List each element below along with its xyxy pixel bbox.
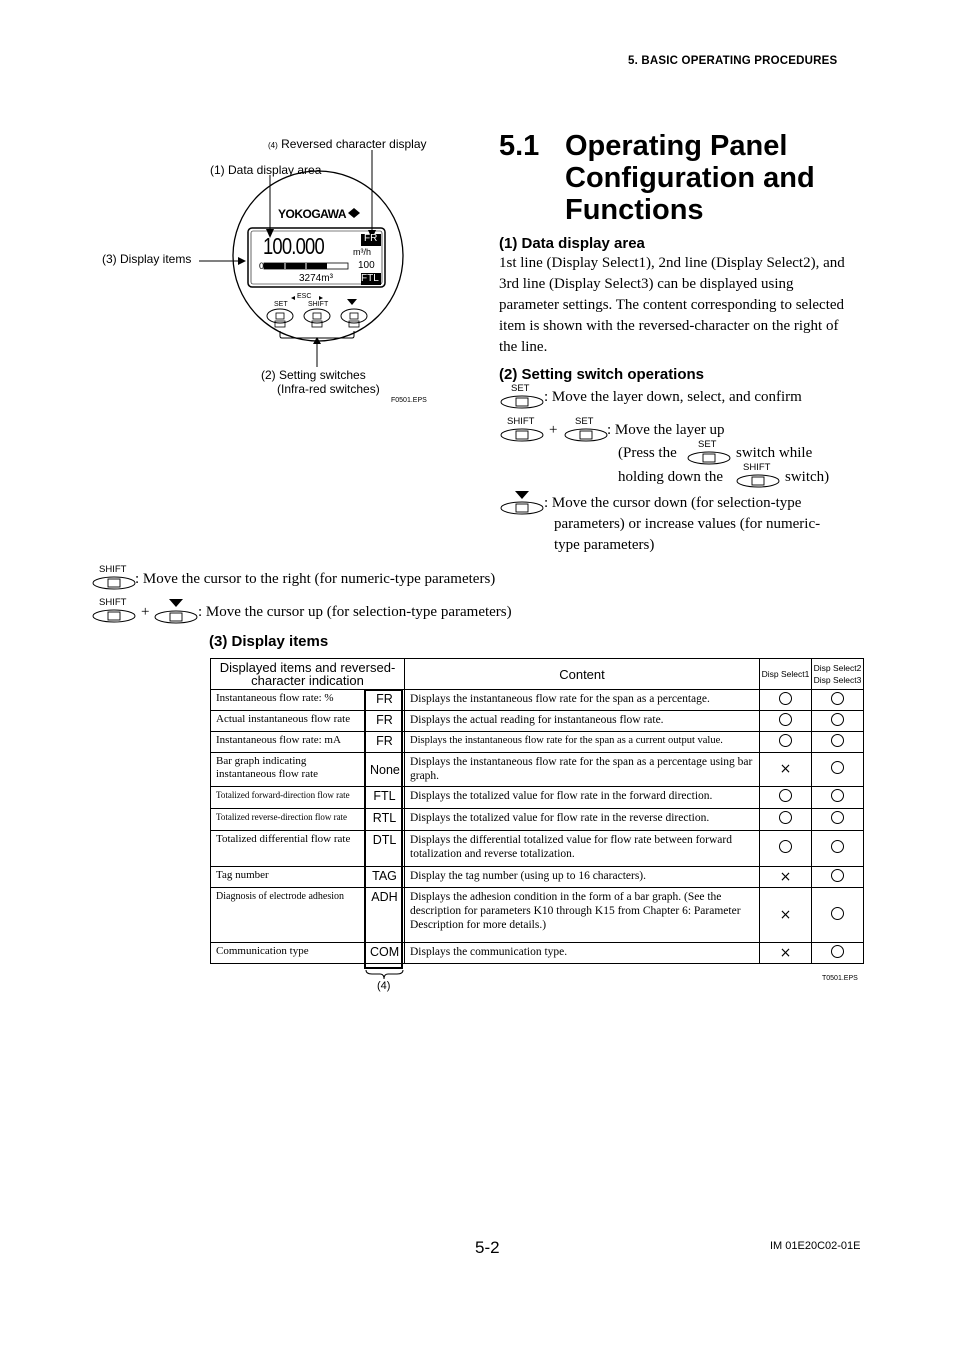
ds1-mark <box>760 690 812 711</box>
cross-mark-icon: × <box>779 944 792 961</box>
shift-switch-icon: SHIFT <box>91 566 137 595</box>
ds23-mark <box>812 809 864 831</box>
item-content: Displays the communication type. <box>405 943 760 964</box>
item-content: Display the tag number (using up to 16 characters). <box>405 867 760 888</box>
item-code: DTL <box>365 831 405 867</box>
op-shift-set-press: (Press the <box>618 445 677 461</box>
table-eps: T0501.EPS <box>822 975 858 982</box>
op-down-text-1: : Move the cursor down (for selection-type <box>544 495 802 511</box>
set-switch-icon: SET <box>686 441 732 470</box>
table-row <box>211 711 864 732</box>
item-name: Instantaneous flow rate: % <box>211 690 365 711</box>
item-content: Displays the adhesion condition in the form of a bar graph. (See the description for parameters K10 through K15 from Chapter 6: Parameter Description for more details.) <box>405 888 760 943</box>
table-row <box>211 809 864 831</box>
table-row <box>211 690 864 711</box>
circle-mark-icon <box>779 811 792 824</box>
item-name: Instantaneous flow rate: mA <box>211 732 365 753</box>
table-row <box>211 753 864 787</box>
col-header-ds23: Disp Select2 Disp Select3 <box>812 659 864 690</box>
label-data-area: (1) Data display area <box>210 163 322 177</box>
table-row <box>211 831 864 867</box>
ds23-mark <box>812 787 864 809</box>
circle-mark-icon <box>779 692 792 705</box>
cross-mark-icon: × <box>779 906 792 923</box>
key-shift-label: SHIFT <box>308 301 329 308</box>
key-esc-label: ESC <box>297 293 312 300</box>
op-set-text: : Move the layer down, select, and confirm <box>544 389 802 405</box>
page-number: 5-2 <box>475 1238 500 1257</box>
item-name: Totalized forward-direction flow rate <box>211 787 365 809</box>
brand-logo: YOKOGAWA <box>278 207 347 221</box>
label-reversed-display: (4) Reversed character display <box>268 137 427 151</box>
op-shift-text: : Move the cursor to the right (for numeric-type parameters) <box>135 571 496 587</box>
item-code: TAG <box>365 867 405 888</box>
table-row <box>211 943 864 964</box>
item-content: Displays the totalized value for flow rate in the reverse direction. <box>405 809 760 831</box>
ds1-mark <box>760 809 812 831</box>
down-key[interactable] <box>341 309 367 327</box>
op-down-text-3: type parameters) <box>554 537 655 553</box>
brace-label: (4) <box>377 980 391 992</box>
down-arrow-icon <box>347 299 357 305</box>
item-content: Displays the actual reading for instantaneous flow rate. <box>405 711 760 732</box>
ds23-mark <box>812 732 864 753</box>
op-down-text-2: parameters) or increase values (for numeric- <box>554 516 821 532</box>
circle-mark-icon <box>831 761 844 774</box>
circle-mark-icon <box>779 734 792 747</box>
circle-mark-icon <box>831 840 844 853</box>
op-shift-down-text: : Move the cursor up (for selection-type parameters) <box>198 604 512 620</box>
col-header-ds1: Disp Select1 <box>760 659 812 690</box>
down-switch-icon <box>499 490 545 521</box>
item-name: Bar graph indicating instantaneous flow rate <box>211 753 365 787</box>
doc-id: IM 01E20C02-01E <box>770 1240 861 1252</box>
item-content: Displays the totalized value for flow rate in the forward direction. <box>405 787 760 809</box>
ds1-mark <box>760 943 812 964</box>
item-content: Displays the differential totalized value for flow rate between forward totalization and reverse totalization. <box>405 831 760 867</box>
ds1-mark <box>760 732 812 753</box>
operating-panel-figure <box>95 130 455 410</box>
ds23-mark <box>812 831 864 867</box>
op-shift-set-text: : Move the layer up <box>607 422 725 438</box>
circle-mark-icon <box>779 713 792 726</box>
item-code: COM <box>365 943 405 964</box>
section-heading: 5.1 Operating Panel Configuration and Functions <box>499 130 815 226</box>
running-head: 5. BASIC OPERATING PROCEDURES <box>628 55 838 67</box>
ds23-mark <box>812 711 864 732</box>
ds1-mark <box>760 888 812 943</box>
circle-mark-icon <box>831 869 844 882</box>
circle-mark-icon <box>831 811 844 824</box>
circle-mark-icon <box>831 713 844 726</box>
item-name: Actual instantaneous flow rate <box>211 711 365 732</box>
op-shift-set-switch: switch) <box>785 469 830 485</box>
item-name: Totalized reverse-direction flow rate <box>211 809 365 831</box>
circle-mark-icon <box>831 734 844 747</box>
ds23-mark <box>812 867 864 888</box>
down-switch-icon <box>153 597 199 630</box>
label-switches: (2) Setting switches (Infra-red switches) <box>261 368 380 396</box>
item-name: Tag number <box>211 867 365 888</box>
cross-mark-icon: × <box>779 761 792 777</box>
item-name: Diagnosis of electrode adhesion <box>211 888 365 943</box>
display-items-table <box>210 658 864 964</box>
display-items-heading: (3) Display items <box>209 633 329 650</box>
lcd-hundred: 100 <box>358 260 375 271</box>
circle-mark-icon <box>779 840 792 853</box>
switch-ops-heading: (2) Setting switch operations <box>499 366 705 383</box>
brand-diamond-icon <box>348 208 360 218</box>
shift-switch-icon: SHIFT <box>735 464 781 493</box>
ds1-mark <box>760 787 812 809</box>
item-code: RTL <box>365 809 405 831</box>
circle-mark-icon <box>831 945 844 958</box>
lcd-unit: m³/h <box>353 247 371 257</box>
item-name: Communication type <box>211 943 365 964</box>
ds1-mark <box>760 753 812 787</box>
item-code: FTL <box>365 787 405 809</box>
cross-mark-icon: × <box>779 868 792 885</box>
item-content: Displays the instantaneous flow rate for the span as a current output value. <box>405 732 760 753</box>
data-display-text: 1st line (Display Select1), 2nd line (Display Select2), and 3rd line (Display Select3) can be displayed using parameter settings. The content corresponding to selected item is shown with the reversed-character on the right of the line. <box>499 255 845 355</box>
item-code: FR <box>365 732 405 753</box>
set-switch-icon: SET <box>563 418 609 447</box>
label-display-items: (3) Display items <box>102 252 192 266</box>
table-row <box>211 888 864 943</box>
item-name: Totalized differential flow rate <box>211 831 365 867</box>
shift-switch-icon: SHIFT <box>499 418 545 447</box>
lcd-value: 100.000 <box>263 233 324 259</box>
lcd-zero: 0 <box>259 261 265 271</box>
set-switch-icon: SET <box>499 385 545 414</box>
item-code: ADH <box>365 888 405 943</box>
plus-sign: + <box>141 604 150 620</box>
data-display-heading: (1) Data display area <box>499 235 645 252</box>
ds1-mark <box>760 831 812 867</box>
ds23-mark <box>812 943 864 964</box>
figure-eps: F0501.EPS <box>391 397 427 404</box>
table-row <box>211 732 864 753</box>
circle-mark-icon <box>831 907 844 920</box>
circle-mark-icon <box>831 789 844 802</box>
table-row <box>211 867 864 888</box>
op-shift-set-while: switch while <box>736 445 813 461</box>
item-content: Displays the instantaneous flow rate for the span as a percentage using bar graph. <box>405 753 760 787</box>
lcd-fr: FR <box>364 233 378 244</box>
col-header-content: Content <box>405 659 760 690</box>
circle-mark-icon <box>831 692 844 705</box>
plus-sign: + <box>549 422 558 438</box>
shift-switch-icon: SHIFT <box>91 599 137 628</box>
item-code: FR <box>365 711 405 732</box>
ds1-mark <box>760 867 812 888</box>
ds23-mark <box>812 888 864 943</box>
key-set-label: SET <box>274 301 288 308</box>
ds23-mark <box>812 753 864 787</box>
lcd-total: 3274m³ <box>299 273 333 284</box>
shift-key[interactable] <box>304 309 330 327</box>
item-code: FR <box>365 690 405 711</box>
ds1-mark <box>760 711 812 732</box>
ds23-mark <box>812 690 864 711</box>
col-header-item: Displayed items and reversed-character indication <box>211 659 405 690</box>
item-code: None <box>365 753 405 787</box>
circle-mark-icon <box>779 789 792 802</box>
table-row <box>211 787 864 809</box>
lcd-ftl: FTL <box>361 273 379 284</box>
set-key[interactable] <box>267 309 293 327</box>
item-content: Displays the instantaneous flow rate for the span as a percentage. <box>405 690 760 711</box>
op-shift-set-holding: holding down the <box>618 469 723 485</box>
